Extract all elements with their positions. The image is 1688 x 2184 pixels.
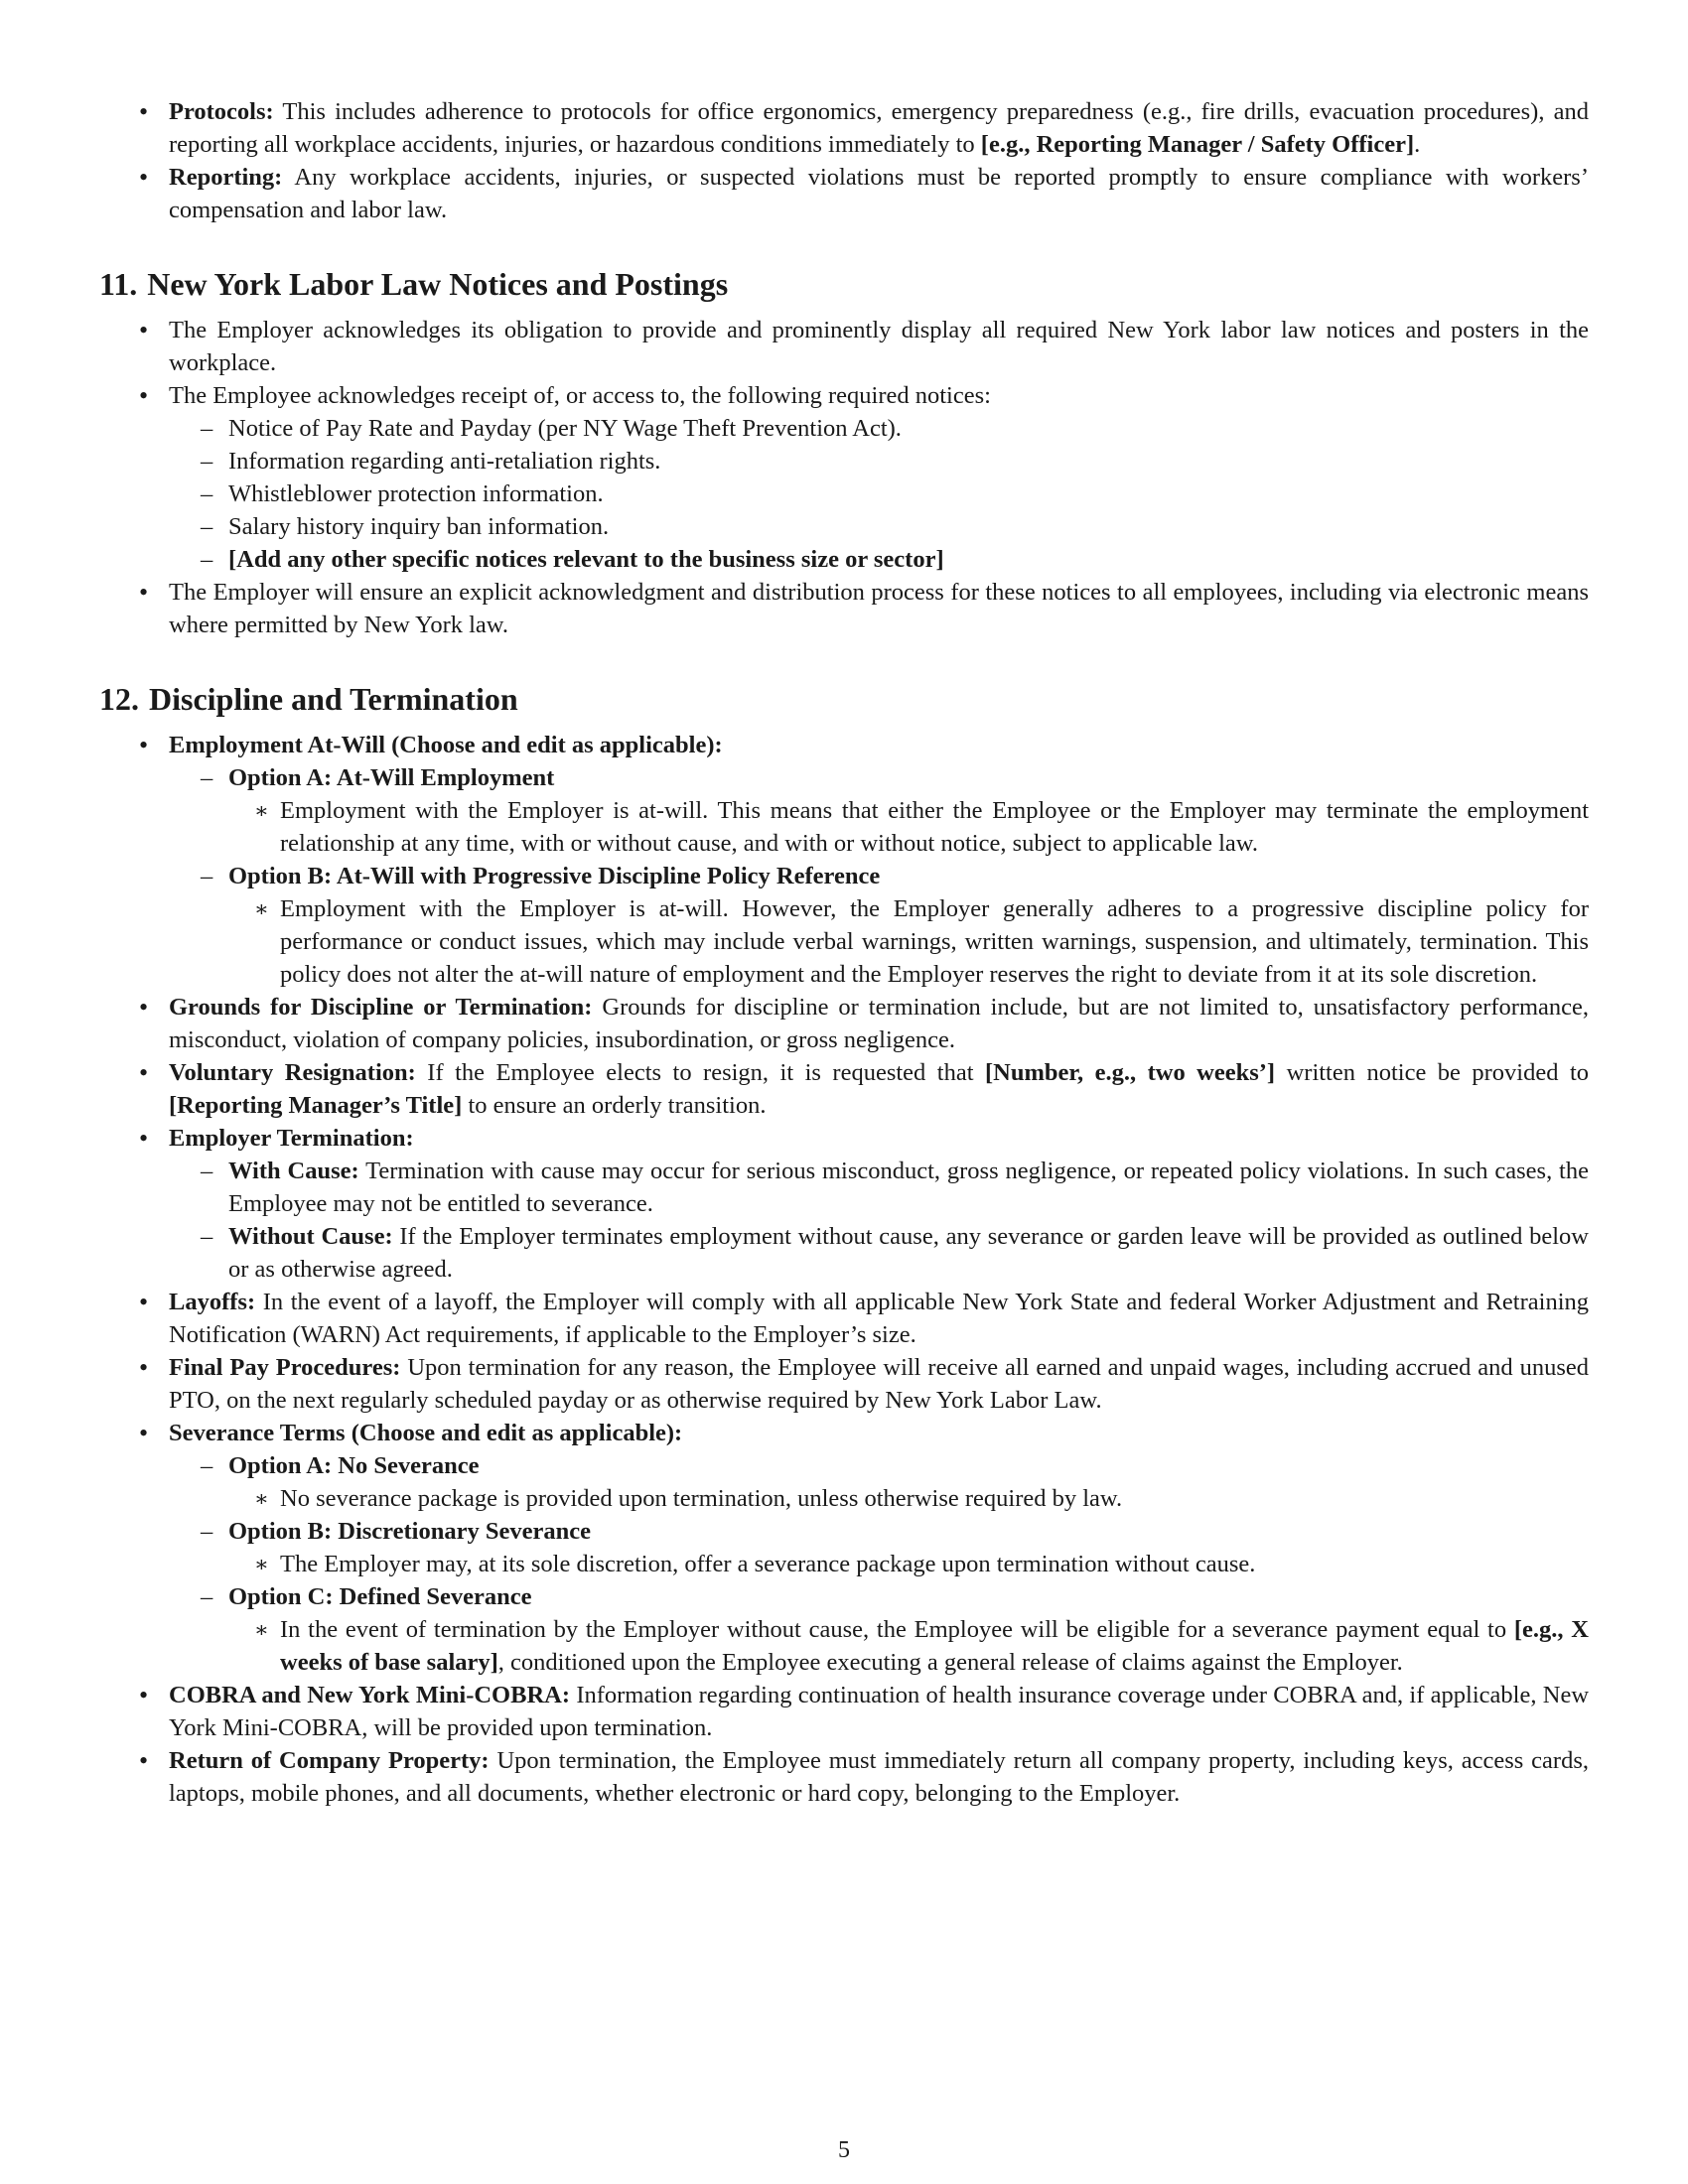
item-label: Final Pay Procedures: bbox=[169, 1354, 401, 1381]
item-text: This includes adherence to protocols for office ergonomics, emergency preparedness (e.g., fire drills, evacuation procedures), and reporting all workplace accidents, injuries, or hazardous conditions immediately to bbox=[169, 98, 1589, 158]
item-label: Grounds for Discipline or Termination: bbox=[169, 994, 593, 1021]
section-title: Discipline and Termination bbox=[149, 681, 518, 717]
section-11-list bbox=[99, 314, 1589, 641]
item-label: Reporting: bbox=[169, 164, 283, 191]
item-text: If the Employee elects to resign, it is requested that bbox=[427, 1059, 974, 1086]
option-title: Option A: At-Will Employment bbox=[228, 764, 555, 791]
placeholder-text: [Add any other specific notices relevant to the business size or sector] bbox=[228, 546, 944, 573]
item-text: The Employee acknowledges receipt of, or access to, the following required notices: bbox=[169, 382, 991, 409]
item-label: COBRA and New York Mini-COBRA: bbox=[169, 1682, 571, 1708]
option-title: Option C: Defined Severance bbox=[228, 1583, 532, 1610]
option-details bbox=[228, 1613, 1589, 1679]
option-item bbox=[169, 1449, 1589, 1515]
list-item-severance bbox=[99, 1417, 1589, 1679]
option-item bbox=[169, 860, 1589, 991]
list-item bbox=[99, 379, 1589, 576]
option-details bbox=[228, 892, 1589, 991]
list-item-grounds bbox=[99, 991, 1589, 1056]
item-text: Termination with cause may occur for serious misconduct, gross negligence, or repeated policy violations. In such cases, the Employee may not be entitled to severance. bbox=[228, 1158, 1589, 1217]
option-title: Option A: No Severance bbox=[228, 1452, 480, 1479]
section-11 bbox=[99, 264, 1589, 641]
item-text: If the Employer terminates employment without cause, any severance or garden leave will be provided as outlined below or as otherwise agreed. bbox=[228, 1223, 1589, 1283]
placeholder-text: [e.g., Reporting Manager / Safety Officer] bbox=[980, 131, 1415, 158]
option-item bbox=[169, 1515, 1589, 1580]
option-item bbox=[169, 1580, 1589, 1679]
option-title: Option B: At-Will with Progressive Discipline Policy Reference bbox=[228, 863, 881, 889]
item-text: written notice be provided to bbox=[1286, 1059, 1590, 1086]
option-text: ∗ Employment with the Employer is at-will. However, the Employer generally adheres to a progressive discipline policy for performance or conduct issues, which may include verbal warnings, written warnings, suspension, and ultimately, termination. This policy does not alter the at-will nature of employment and the Employer reserves the right to deviate from it at its sole discretion. bbox=[228, 892, 1589, 991]
option-title: Option B: Discretionary Severance bbox=[228, 1518, 591, 1545]
list-item-resignation bbox=[99, 1056, 1589, 1122]
item-label: Protocols: bbox=[169, 98, 274, 125]
option-text: ∗ The Employer may, at its sole discretion, offer a severance package upon termination without cause. bbox=[228, 1548, 1589, 1580]
item-label: Without Cause: bbox=[228, 1223, 393, 1250]
section-12-list bbox=[99, 729, 1589, 1810]
item-label: Employer Termination: bbox=[169, 1125, 414, 1152]
list-item-cobra bbox=[99, 1679, 1589, 1744]
document-page bbox=[99, 95, 1589, 1810]
section-number: 12. bbox=[99, 681, 139, 717]
section-heading bbox=[99, 679, 1589, 719]
item-label: Employment At-Will (Choose and edit as applicable): bbox=[169, 732, 723, 758]
severance-options bbox=[169, 1449, 1589, 1679]
placeholder-text: [Number, e.g., two weeks’] bbox=[985, 1059, 1276, 1086]
item-text: , conditioned upon the Employee executing a general release of claims against the Employer. bbox=[497, 1649, 1403, 1676]
termination-type-item bbox=[169, 1220, 1589, 1286]
option-text: ∗ No severance package is provided upon termination, unless otherwise required by law. bbox=[228, 1482, 1589, 1515]
item-label: Voluntary Resignation: bbox=[169, 1059, 416, 1086]
notice-item: – Whistleblower protection information. bbox=[169, 478, 1589, 510]
option-text: ∗ Employment with the Employer is at-will. This means that either the Employee or the Employer may terminate the employment relationship at any time, with or without cause, and with or without notice, subject to applicable law. bbox=[228, 794, 1589, 860]
section-number: 11. bbox=[99, 266, 138, 302]
item-text: Information regarding continuation of health insurance coverage under COBRA and, if applicable, New York Mini-COBRA, will be provided upon termination. bbox=[169, 1682, 1590, 1741]
list-item-protocols bbox=[99, 95, 1589, 161]
termination-type-item bbox=[169, 1155, 1589, 1220]
notice-item: – Notice of Pay Rate and Payday (per NY Wage Theft Prevention Act). bbox=[169, 412, 1589, 445]
item-text: Upon termination, the Employee must immediately return all company property, including keys, access cards, laptops, mobile phones, and all documents, whether electronic or hard copy, belonging to the Employer. bbox=[169, 1747, 1589, 1807]
list-item: • The Employer will ensure an explicit acknowledgment and distribution process for these notices to all employees, including via electronic means where permitted by New York law. bbox=[99, 576, 1589, 641]
item-text: to ensure an orderly transition. bbox=[468, 1092, 767, 1119]
list-item-reporting bbox=[99, 161, 1589, 226]
list-item-layoffs bbox=[99, 1286, 1589, 1351]
placeholder-text: [Reporting Manager’s Title] bbox=[169, 1092, 463, 1119]
item-text: Grounds for discipline or termination include, but are not limited to, unsatisfactory performance, misconduct, violation of company policies, insubordination, or gross negligence. bbox=[169, 994, 1590, 1053]
list-item-final-pay bbox=[99, 1351, 1589, 1417]
notices-list bbox=[169, 412, 1589, 576]
notice-item bbox=[169, 543, 1589, 576]
item-text: In the event of termination by the Employer without cause, the Employee will be eligible for a severance payment equal to bbox=[280, 1616, 1507, 1643]
notice-item: – Information regarding anti-retaliation rights. bbox=[169, 445, 1589, 478]
item-label: With Cause: bbox=[228, 1158, 359, 1184]
item-text: Any workplace accidents, injuries, or suspected violations must be reported promptly to ensure compliance with workers’ compensation and labor law. bbox=[169, 164, 1589, 223]
section-title: New York Labor Law Notices and Postings bbox=[147, 266, 729, 302]
item-label: Return of Company Property: bbox=[169, 1747, 490, 1774]
section-heading bbox=[99, 264, 1589, 304]
item-text: In the event of a layoff, the Employer will comply with all applicable New York State and federal Worker Adjustment and Retraining Notification (WARN) Act requirements, if applicable to the Employer’s size. bbox=[169, 1289, 1589, 1348]
list-item-company-property bbox=[99, 1744, 1589, 1810]
option-item bbox=[169, 761, 1589, 860]
option-text bbox=[228, 1613, 1589, 1679]
section-12 bbox=[99, 679, 1589, 1810]
notice-item: – Salary history inquiry ban information. bbox=[169, 510, 1589, 543]
termination-types bbox=[169, 1155, 1589, 1286]
top-list bbox=[99, 95, 1589, 226]
page-number: 5 bbox=[838, 2137, 850, 2163]
placeholder-text: [e.g., X weeks of base salary] bbox=[280, 1616, 1589, 1676]
item-text: Upon termination for any reason, the Employee will receive all earned and unpaid wages, including accrued and unused PTO, on the next regularly scheduled payday or as otherwise required by New York Labor Law. bbox=[169, 1354, 1590, 1414]
list-item: • The Employer acknowledges its obligation to provide and prominently display all required New York labor law notices and posters in the workplace. bbox=[99, 314, 1589, 379]
at-will-options bbox=[169, 761, 1589, 991]
option-details bbox=[228, 794, 1589, 860]
item-tail: . bbox=[1414, 131, 1421, 158]
list-item-at-will bbox=[99, 729, 1589, 991]
option-details bbox=[228, 1482, 1589, 1515]
list-item-employer-termination bbox=[99, 1122, 1589, 1286]
item-label: Severance Terms (Choose and edit as applicable): bbox=[169, 1420, 683, 1446]
option-details bbox=[228, 1548, 1589, 1580]
item-label: Layoffs: bbox=[169, 1289, 256, 1315]
